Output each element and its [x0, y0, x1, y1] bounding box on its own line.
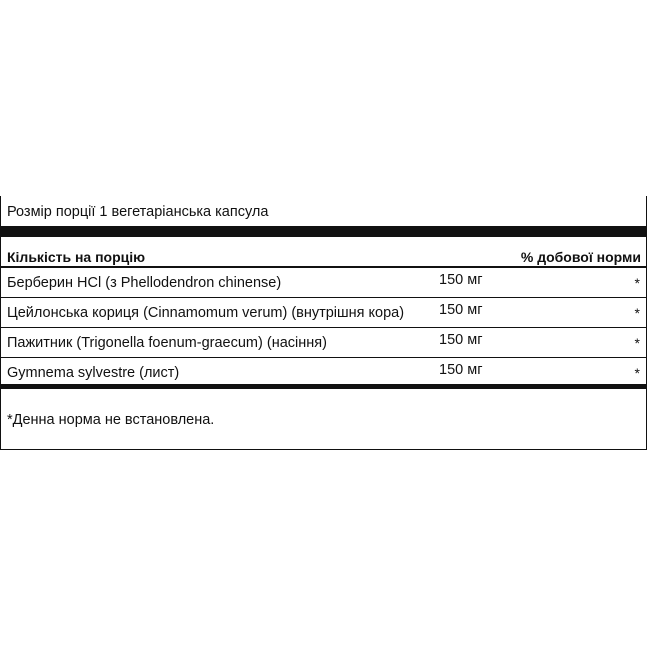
table-row [1, 328, 646, 358]
footnote: *Денна норма не встановлена. [7, 412, 215, 428]
serving-size: Розмір порції 1 вегетаріанська капсула [7, 204, 269, 220]
ingredient-name: Берберин HCl (з Phellodendron chinense) [7, 275, 282, 291]
supplement-facts-panel [0, 196, 647, 450]
bottom-divider [1, 384, 646, 389]
ingredient-daily-value: * [634, 305, 640, 321]
ingredient-list [1, 268, 646, 387]
ingredient-amount: 150 мг [439, 302, 483, 318]
ingredient-amount: 150 мг [439, 272, 483, 288]
table-row [1, 268, 646, 298]
table-row [1, 358, 646, 387]
ingredient-name: Цейлонська кориця (Cinnamomum verum) (внутрішня кора) [7, 305, 405, 321]
ingredient-name: Пажитник (Trigonella foenum-graecum) (насіння) [7, 335, 327, 351]
amount-per-serving-heading: Кількість на порцію [7, 249, 146, 265]
ingredient-daily-value: * [634, 275, 640, 291]
ingredient-amount: 150 мг [439, 332, 483, 348]
ingredient-daily-value: * [634, 335, 640, 351]
ingredient-amount: 150 мг [439, 362, 483, 378]
daily-value-heading: % добової норми [520, 249, 641, 265]
ingredient-daily-value: * [634, 365, 640, 381]
ingredient-name: Gymnema sylvestre (лист) [7, 365, 180, 381]
table-row [1, 298, 646, 328]
thick-divider [1, 226, 646, 237]
table-header [1, 237, 646, 268]
